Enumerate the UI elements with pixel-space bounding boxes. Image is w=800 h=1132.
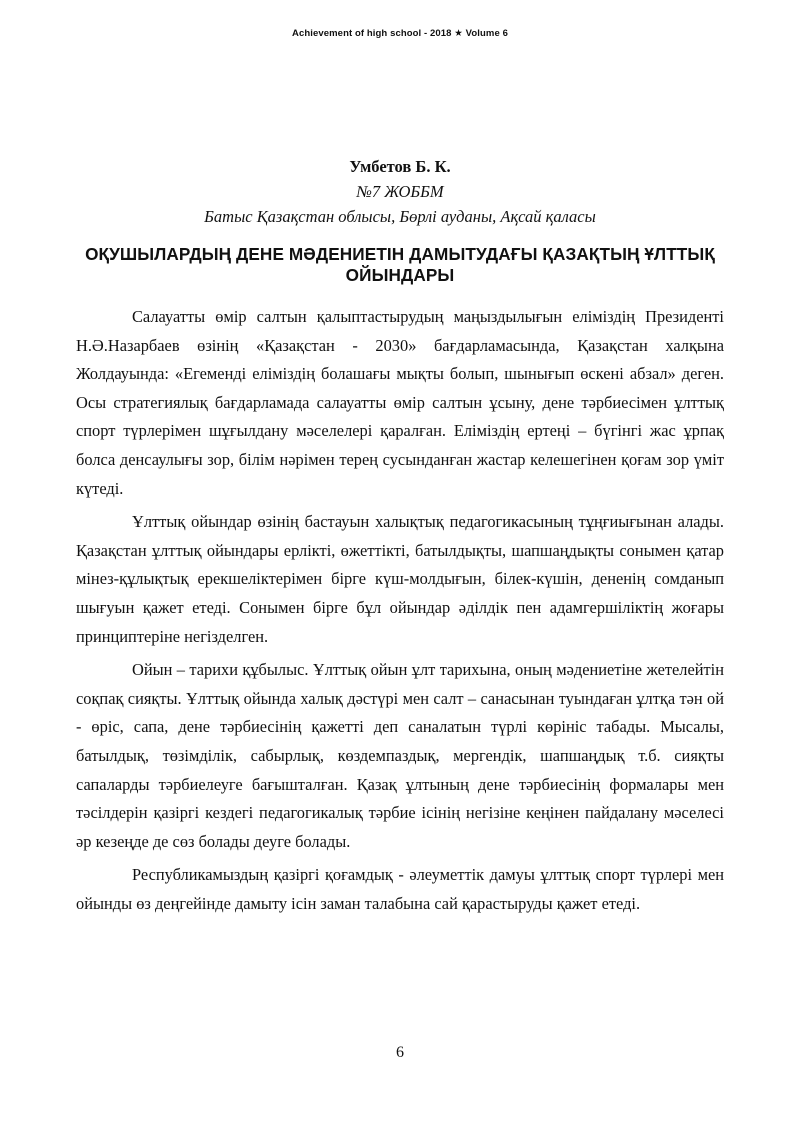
- body-paragraph-2: Ұлттық ойындар өзінің бастауын халықтық педагогикасының тұңғиығынан алады. Қазақстан ұлттық ойындары ерлікті, өжеттікті, батылдықты, шапшаңдықты сонымен қатар мінез-құлықтық ерекшеліктерімен бірге күш-молдығын, білек-күшін, дененің сомданып шығуын қажет етеді. Сонымен бірге бұл ойындар әділдік пен адамгершіліктің жоғары принциптеріне негізделген.: [76, 512, 724, 646]
- page-number: 6: [396, 1044, 404, 1061]
- author-location: Батыс Қазақстан облысы, Бөрлі ауданы, Ақсай қаласы: [204, 207, 596, 226]
- article-title: ОҚУШЫЛАРДЫҢ ДЕНЕ МӘДЕНИЕТІН ДАМЫТУДАҒЫ ҚАЗАҚТЫҢ ҰЛТТЫҚ ОЙЫНДАРЫ: [85, 244, 715, 285]
- article-body: [76, 303, 724, 923]
- author-school: №7 ЖОББМ: [356, 182, 444, 201]
- body-paragraph-4: Республикамыздың қазіргі қоғамдық - әлеуметтік дамуы ұлттық спорт түрлері мен ойынды өз деңгейінде дамыту ісін заман талабына сай қарастыруды қажет етеді.: [76, 865, 724, 913]
- running-header: Achievement of high school - 2018 ★ Volume 6: [292, 28, 508, 39]
- body-paragraph-3: Ойын – тарихи құбылыс. Ұлттық ойын ұлт тарихына, оның мәдениетіне жетелейтін соқпақ сияқты. Ұлттық ойында халық дәстүрі мен салт – санасынан туындаған ұлтқа тән ой - өріс, сапа, дене тәрбиесінің қажетті деп саналатын түрлі көрініс табады. Мысалы, батылдық, төзімділік, сабырлық, көздемпаздық, мергендік, шапшаңдық т.б. сияқты сапаларды тәрбиелеуге бағышталған. Қазақ ұлтының дене тәрбиесінің формалары мен тәсілдерін қазіргі кездегі педагогикалық тәрбие ісінің негізіне кеңінен пайдалану мәселесі әр кезеңде де сөз болады деуге болады.: [76, 660, 724, 851]
- author-block: [0, 154, 800, 229]
- author-name: Умбетов Б. К.: [349, 157, 451, 176]
- body-paragraph-1: Салауатты өмір салтын қалыптастырудың маңыздылығын еліміздің Президенті Н.Ә.Назарбаев өзінің «Қазақстан - 2030» бағдарламасында, Қазақстан халқына Жолдауында: «Егеменді еліміздің болашағы мықты болып, шынығып өскені абзал» деген. Осы стратегиялық бағдарламада салауатты өмір салтын ұсыну, дене тәрбиесімен ұлттық спорт түрлерімен шұғылдану мәселелері қаралған. Еліміздің ертеңі – бүгінгі жас ұрпақ болса денсаулығы зор, білім нәрімен терең сусынданған жастар келешегінен қоғам зор үміт күтеді.: [76, 307, 724, 498]
